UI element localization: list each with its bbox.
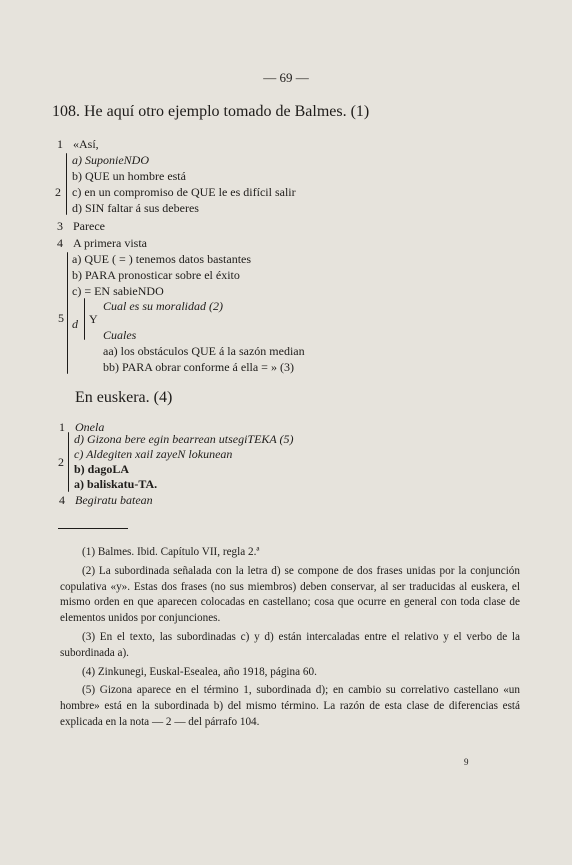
term-number: 4 [57,236,63,250]
brace [84,298,85,340]
example-line: c) en un compromiso de QUE le es difícil salir [72,185,296,199]
example-line: A primera vista [73,236,147,250]
example-line: Onela [75,420,105,434]
term-number: 2 [58,455,64,469]
section-heading-108: 108. He aquí otro ejemplo tomado de Balmes. (1) [52,103,370,120]
example-line: aa) los obstáculos QUE á la sazón median [103,344,305,358]
term-number: 1 [59,420,65,434]
footnote-1: (1) Balmes. Ibid. Capítulo VII, regla 2.ª [82,546,260,558]
example-line: c) = EN sabieNDO [72,284,164,298]
example-line: Y [89,312,98,326]
footnotes [60,545,520,731]
example-line: c) Aldegiten xail zayeN lokunean [74,447,233,461]
example-line: b) dagoLA [74,462,130,476]
example-line: a) baliskatu-TA. [74,477,158,491]
footnote-4: (4) Zinkunegi, Euskal-Esealea, año 1918, página 60. [82,665,317,678]
example-line: bb) PARA obrar conforme á ella = » (3) [103,360,294,374]
section-heading-euskera: En euskera. (4) [75,389,173,406]
example-line: d [72,317,78,331]
term-number: 3 [57,219,63,233]
example-line: d) Gizona bere egin bearrean utsegiTEKA (5) [74,432,294,446]
example-line: a) SuponieNDO [72,153,149,167]
footnote-5: (5) Gizona aparece en el término 1, subordinada d); en cambio su correlativo castellano «un hombre» está en la subordinada b) del mismo término. La razón de esta clase de diferencias está explicada en la nota — 2 — del párrafo 104. [60,684,520,728]
example-line: a) QUE ( = ) tenemos datos bastantes [72,252,252,266]
term-number: 4 [59,493,65,507]
example-line: «Así, [73,137,99,151]
footnote-3: (3) En el texto, las subordinadas c) y d) están intercaladas entre el relativo y el verbo de la subordinada a). [60,630,520,659]
term-number: 2 [55,185,61,199]
example-line: Begiratu batean [75,493,153,507]
example-line: d) SIN faltar á sus deberes [72,201,199,215]
page-number: — 69 — [263,70,309,85]
example-line: Parece [73,219,105,233]
footnote-2: (2) La subordinada señalada con la letra d) se compone de dos frases unidas por la conjunción copulativa «y». Estas dos frases (no sus miembros) deben conservar, al ser traducidas al euskera, el mismo orden en que aparecen colocadas en castellano; cosa que ocurre en general con toda clase de elementos unidos por conjunciones. [60,564,520,625]
brace [67,252,68,374]
brace [68,432,69,492]
example-line: b) PARA pronosticar sobre el éxito [72,268,240,282]
signature-mark: 9 [464,757,469,767]
example-line: Cuales [103,328,137,342]
example-line: Cual es su moralidad (2) [103,299,223,313]
term-number: 5 [58,311,64,325]
term-number: 1 [57,137,63,151]
example-line: b) QUE un hombre está [72,169,186,183]
footnote-divider [58,528,128,529]
brace [66,153,67,215]
